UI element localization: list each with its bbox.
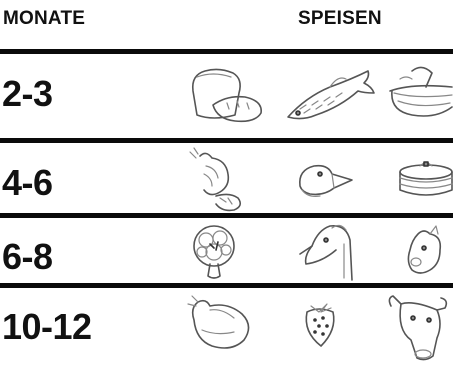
cheese-wheel-icon <box>394 146 453 218</box>
strawberry-icon <box>297 290 343 362</box>
soup-bowl-icon <box>386 57 453 129</box>
divider-rule <box>0 213 453 218</box>
age-range-label: 10-12 <box>2 306 92 347</box>
age-range-label: 4-6 <box>2 162 53 203</box>
divider-rule <box>0 138 453 143</box>
age-range-label: 2-3 <box>2 73 53 114</box>
pig-head-icon <box>400 220 453 284</box>
age-row-10-12 <box>0 290 453 368</box>
food-column-header: SPEISEN <box>298 8 382 29</box>
fish-icon <box>280 57 380 129</box>
cow-head-icon <box>383 290 453 363</box>
age-range-label: 6-8 <box>2 236 53 277</box>
divider-rule <box>0 49 453 54</box>
divider-rule <box>0 283 453 288</box>
duck-icon <box>294 146 360 218</box>
months-column-header: MONATE <box>3 8 86 29</box>
chicken-icon <box>182 290 256 362</box>
broccoli-icon <box>186 220 244 284</box>
sheep-head-icon <box>296 220 356 284</box>
bread-icon <box>183 57 269 129</box>
shrimp-icon <box>186 146 252 218</box>
age-row-2-3 <box>0 57 453 135</box>
